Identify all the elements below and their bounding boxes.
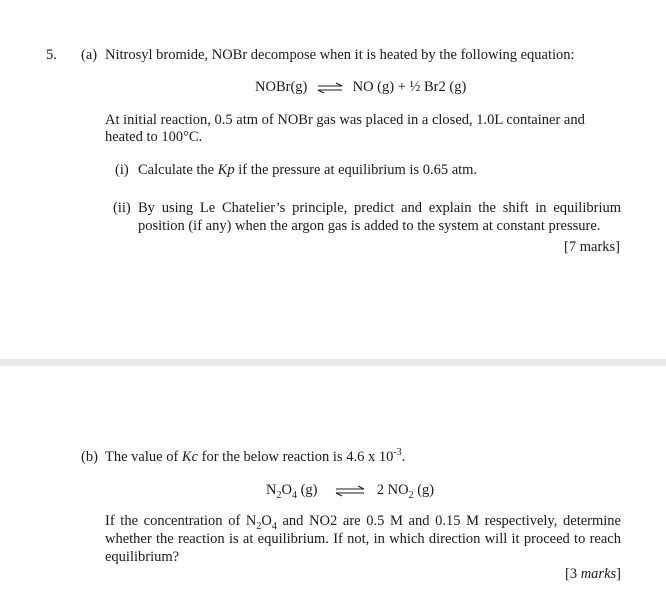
sub-question-ii-text: By using Le Chatelier’s principle, predict and explain the shift in equilibrium position (if any) when the argon gas is added to the system at constant pressure. [138,200,621,234]
marks-word: marks [580,566,617,582]
equation-b-reactant [266,482,318,501]
kc-symbol: Kc [181,449,199,465]
kp-symbol: Kp [217,162,235,178]
body-sub-2: 4 [271,520,277,532]
part-b-label: (b) [81,449,98,465]
body-sub-1: 2 [256,520,262,532]
part-a-equation [255,78,466,96]
part-a-intro: Nitrosyl bromide, NOBr decompose when it is heated by the following equation: [105,47,575,63]
part-b-end: . [401,449,406,465]
part-b-mid: for the below reaction is 4.6 x 10 [198,449,394,465]
page-separator [0,359,666,366]
equation-products: NO (g) + ½ Br2 (g) [352,79,467,95]
part-b-intro [105,448,405,466]
product-no: 2 NO [376,482,409,498]
equilibrium-arrow-icon [317,82,343,94]
reactant-sub-2: 4 [291,489,297,501]
reactant-sub-1: 2 [276,489,282,501]
part-a-marks: [7 marks] [564,239,620,255]
question-number: 5. [46,47,57,63]
equation-reactant: NOBr(g) [255,79,308,95]
exponent: -3 [393,447,402,459]
product-sub: 2 [408,489,414,501]
equilibrium-arrow-icon [335,485,365,497]
reactant-n: N [266,482,277,498]
part-a-context-line2: heated to 100°C. [105,129,203,145]
marks-close: ] [616,566,621,582]
body-pre: If the concentration of N [105,513,257,529]
part-a-context-line1: At initial reaction, 0.5 atm of NOBr gas was placed in a closed, 1.0L container and [105,112,585,128]
part-b-equation [266,481,434,499]
reactant-state: (g) [296,482,318,498]
part-b-marks [565,565,621,583]
reactant-o: O [281,482,292,498]
sub-question-ii-label: (ii) [113,200,131,216]
part-b-pre: The value of [105,449,182,465]
marks-open: [3 [564,566,581,582]
sub-question-i-post: if the pressure at equilibrium is 0.65 atm. [234,162,478,178]
sub-question-i-label: (i) [115,162,129,178]
sub-question-i-pre: Calculate the [138,162,218,178]
sub-question-i [138,161,477,179]
body-rest: and NO2 are 0.5 M and 0.15 M respectively, determine whether the reaction is at equilibrium. If not, in which direction will it proceed to reach equilibrium? [105,513,621,565]
body-o: O [261,513,272,529]
equation-b-product [376,482,435,501]
product-state: (g) [413,482,435,498]
part-b-body [105,512,621,566]
part-a-label: (a) [81,47,98,63]
